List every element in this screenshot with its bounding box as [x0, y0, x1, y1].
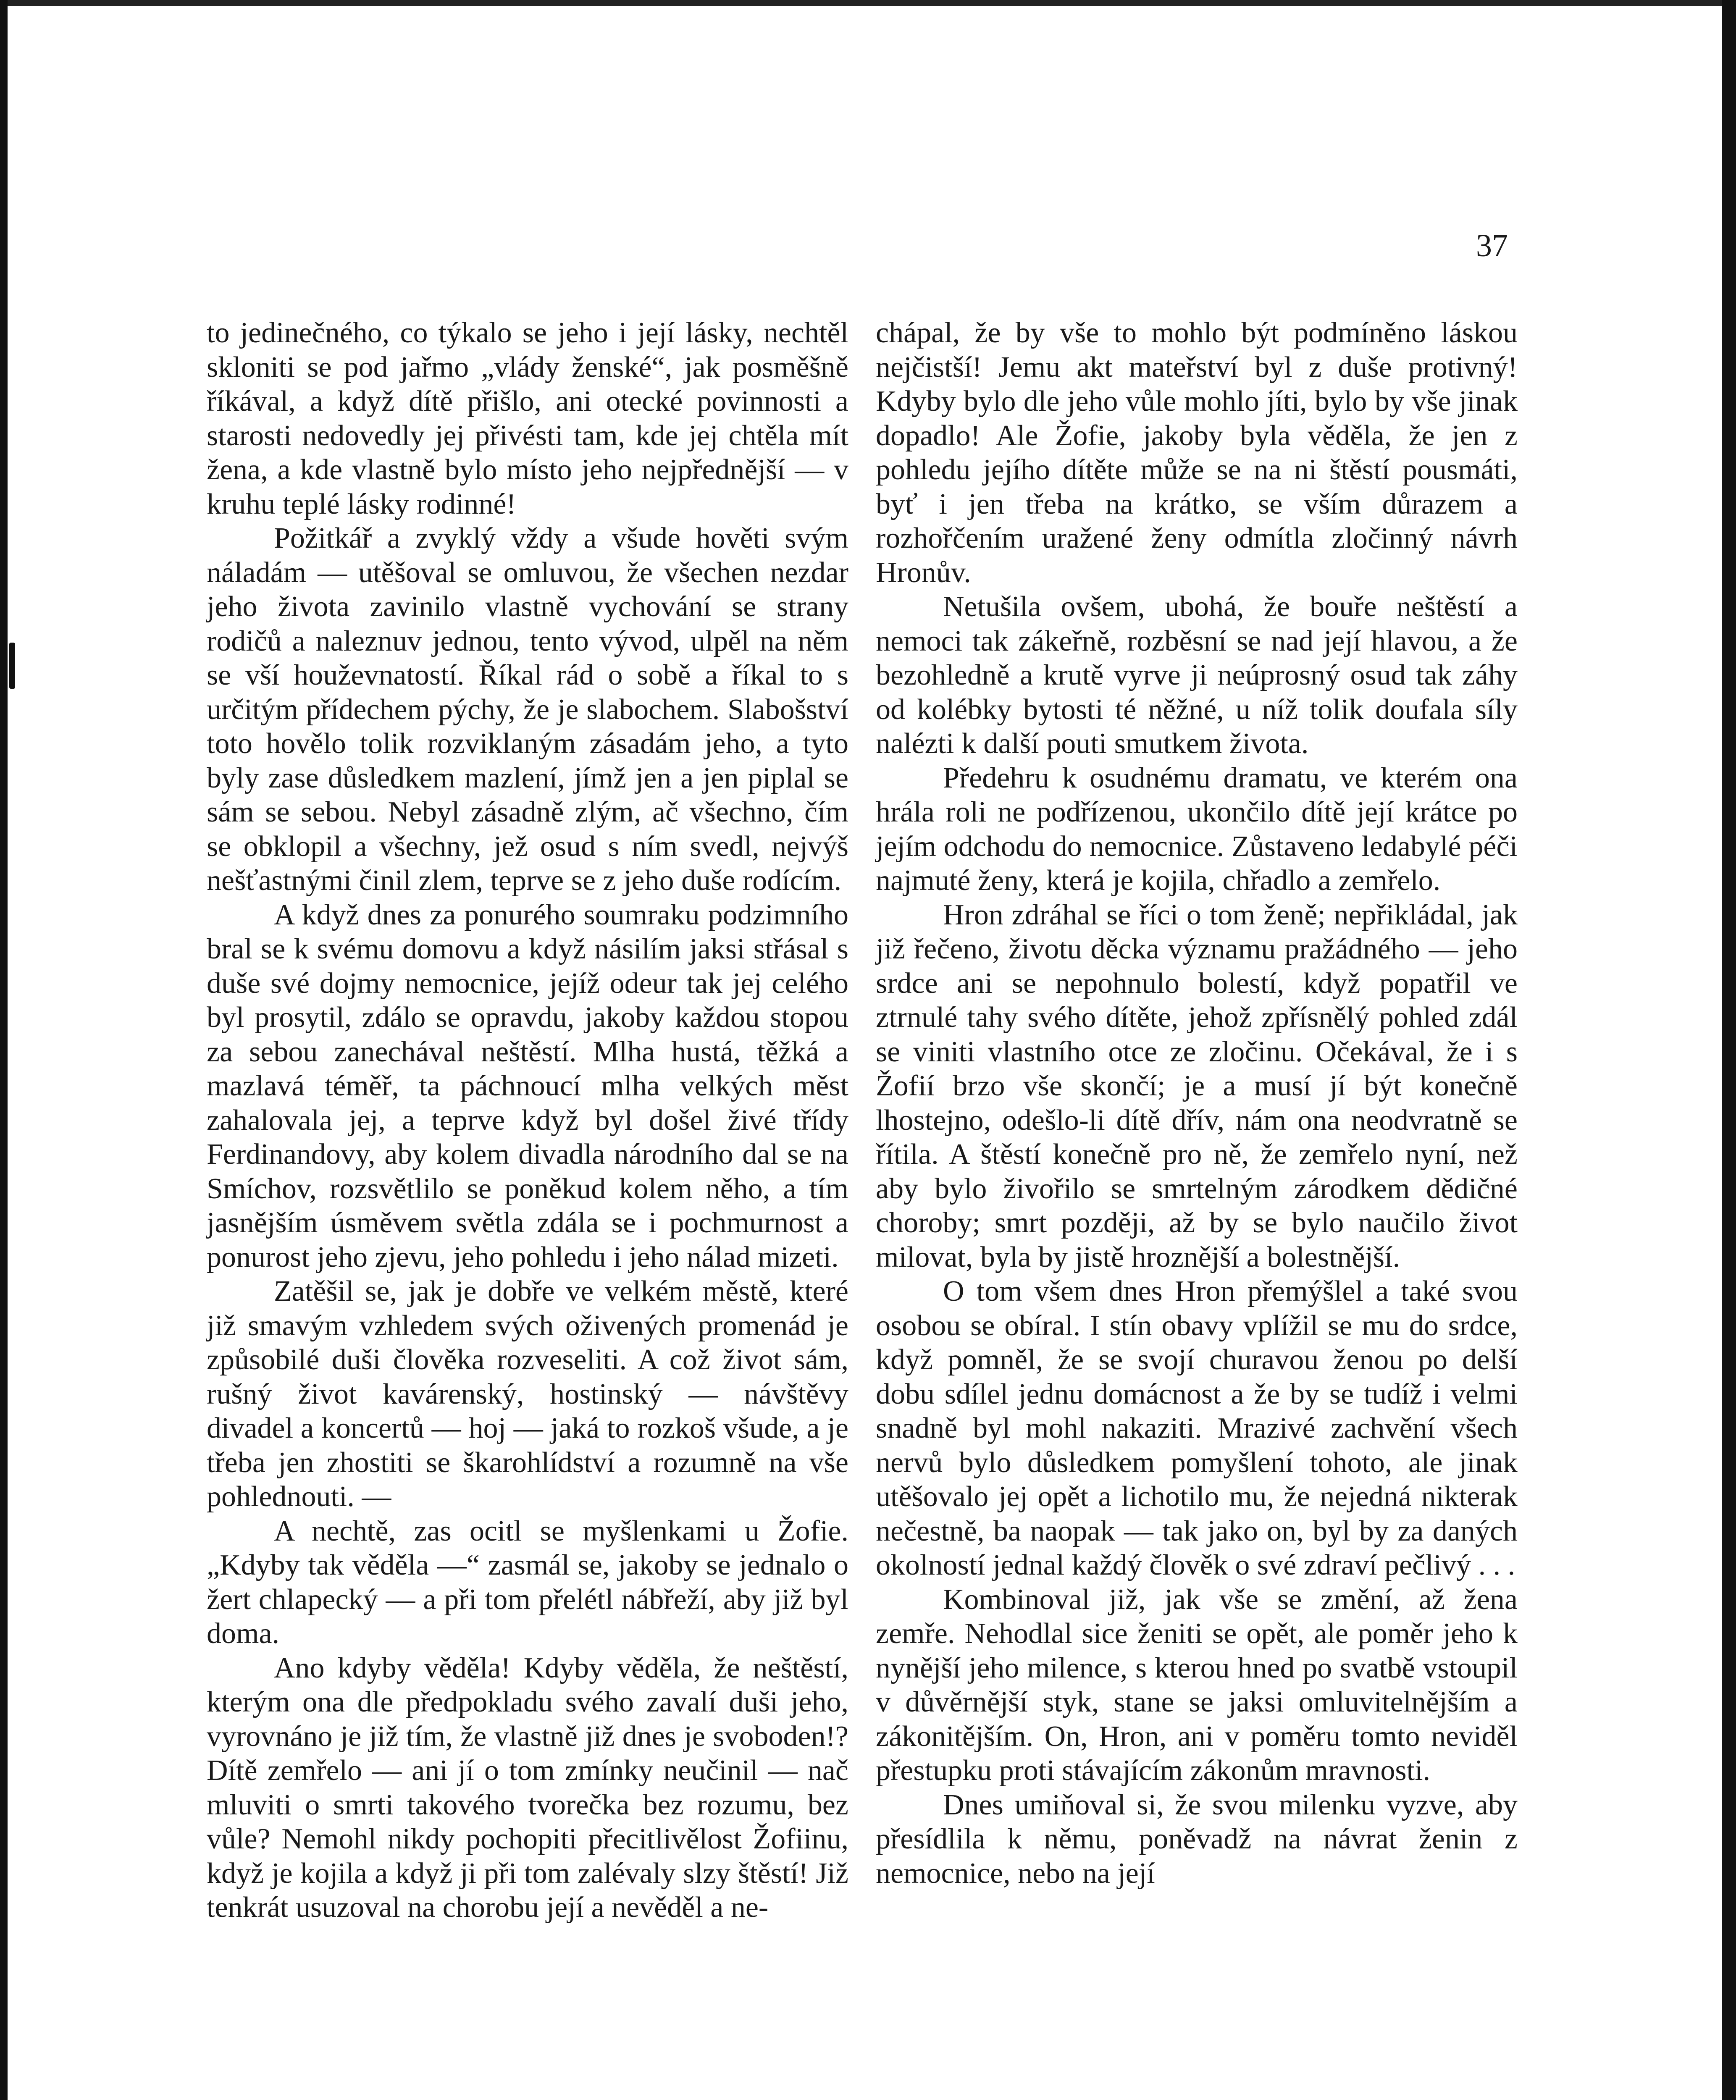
paragraph: Netušila ovšem, ubohá, že bouře neštěstí a nemoci tak zákeřně, rozběsní se nad její hlavou, a že bezohledně a krutě vyrve ji neúprosný osud tak záhy od kolébky bytosti té něžné, u níž tolik doufala síly nalézti k další pouti smutkem života.	[876, 591, 1518, 760]
paragraph: A když dnes za ponurého soumraku podzimního bral se k svému domovu a když násilím jaksi střásal s duše své dojmy nemocnice, jejíž odeur tak jej celého byl prosytil, zdálo se opravdu, jakoby každou stopou za sebou zanechával neštěstí. Mlha hustá, těžká a mazlavá téměř, ta páchnoucí mlha velkých měst zahalovala jej, a teprve když byl došel živé třídy Ferdinandovy, aby kolem divadla národního dal se na Smíchov, rozsvětlilo se poněkud kolem něho, a tím jasnějším úsměvem světla zdála se i pochmurnost a ponurost jeho zjevu, jeho pohledu i jeho nálad mizeti.	[207, 898, 848, 1273]
page-number: 37	[1476, 228, 1508, 263]
left-text-column	[207, 316, 848, 1925]
scan-artifact-mark	[9, 643, 15, 689]
scan-border-right	[1722, 0, 1736, 2100]
paragraph: Dnes umiňoval si, že svou milenku vyzve, aby přesídlila k němu, poněvadž na návrat ženin z nemocnice, nebo na její	[876, 1788, 1518, 1890]
paragraph: Zatěšil se, jak je dobře ve velkém městě, které již smavým vzhledem svých oživených promenád je způsobilé duši člověka rozveseliti. A což život sám, rušný život kavárenský, hostinský — návštěvy divadel a koncertů — hoj — jaká to rozkoš všude, a je třeba jen zhostiti se škarohlídství a rozumně na vše pohlednouti. —	[207, 1275, 848, 1513]
paragraph: Hron zdráhal se říci o tom ženě; nepřikládal, jak již řečeno, životu děcka významu pražádného — jeho srdce ani se nepohnulo bolestí, když popatřil ve ztrnulé tahy svého dítěte, jehož zpřísnělý pohled zdál se viniti vlastního otce ze zločinu. Očekával, že i s Žofií brzo vše skončí; je a musí jí být konečně lhostejno, odešlo-li dítě dřív, nám ona neodvratně se řítila. A štěstí konečně pro ně, že zemřelo nyní, než aby bylo živořilo se smrtelným zárodkem dědičné choroby; smrt později, až by se bylo naučilo život milovat, byla by jistě hroznější a bolestnější.	[876, 898, 1518, 1273]
paragraph: to jedinečného, co týkalo se jeho i její lásky, nechtěl skloniti se pod jařmo „vlády ženské“, jak posměšně říkával, a když dítě přišlo, ani otecké povinnosti a starosti nedovedly jej přivésti tam, kde jej chtěla mít žena, a kde vlastně bylo místo jeho nejpřednější — v kruhu teplé lásky rodinné!	[207, 317, 848, 520]
paragraph: Kombinoval již, jak vše se změní, až žena zemře. Nehodlal sice ženiti se opět, ale poměr jeho k nynější jeho milence, s kterou hned po svatbě vstoupil v důvěrnější styk, stane se jaksi omluvitelnějším a zákonitějším. On, Hron, ani v poměru tomto neviděl přestupku proti stávajícím zákonům mravnosti.	[876, 1583, 1518, 1787]
scan-border-top	[0, 0, 1736, 6]
paragraph: Ano kdyby věděla! Kdyby věděla, že neštěstí, kterým ona dle předpokladu svého zavalí duši jeho, vyrovnáno je již tím, že vlastně již dnes je svoboden!? Dítě zemřelo — ani jí o tom zmínky neučinil — nač mluviti o smrti takového tvorečka bez rozumu, bez vůle? Nemohl nikdy pochopiti přecitlivělost Žofiinu, když je kojila a když ji při tom zalévaly slzy štěstí! Již tenkrát usuzoval na chorobu její a nevěděl a ne-	[207, 1651, 848, 1924]
paragraph: chápal, že by vše to mohlo být podmíněno láskou nejčistší! Jemu akt mateřství byl z duše protivný! Kdyby bylo dle jeho vůle mohlo jíti, bylo by vše jinak dopadlo! Ale Žofie, jakoby byla věděla, že jen z pohledu jejího dítěte může se na ni štěstí pousmáti, byť i jen třeba na krátko, se vším důrazem a rozhořčením uražené ženy odmítla zločinný návrh Hronův.	[876, 317, 1518, 589]
paragraph: Předehru k osudnému dramatu, ve kterém ona hrála roli ne podřízenou, ukončilo dítě její krátce po jejím odchodu do nemocnice. Zůstaveno ledabylé péči najmuté ženy, která je kojila, chřadlo a zemřelo.	[876, 761, 1518, 897]
paragraph: O tom všem dnes Hron přemýšlel a také svou osobou se obíral. I stín obavy vplížil se mu do srdce, když pomněl, že se svojí churavou ženou po delší dobu sdílel jednu domácnost a že by se tudíž i velmi snadně byl mohl nakaziti. Mrazivé zachvění všech nervů bylo důsledkem pomyšlení tohoto, ale jinak utěšovalo jej opět a lichotilo mu, že nejedná nikterak nečestně, ba naopak — tak jako on, byl by za daných okolností jednal každý člověk o své zdraví pečlivý . . .	[876, 1275, 1518, 1581]
scan-border-left	[0, 0, 8, 2100]
paragraph: A nechtě, zas ocitl se myšlenkami u Žofie. „Kdyby tak věděla —“ zasmál se, jakoby se jednalo o žert chlapecký — a při tom přelétl nábřeží, aby již byl doma.	[207, 1515, 848, 1650]
right-text-column	[876, 316, 1518, 1890]
paragraph: Požitkář a zvyklý vždy a všude hověti svým náladám — utěšoval se omluvou, že všechen nezdar jeho života zavinilo vlastně vychování se strany rodičů a naleznuv jednou, tento vývod, ulpěl na něm se vší houževnatostí. Říkal rád o sobě a říkal to s určitým přídechem pýchy, že je slabochem. Slabošství toto hovělo tolik rozviklaným zásadám jeho, a tyto byly zase důsledkem mazlení, jímž jen a jen piplal se sám se sebou. Nebyl zásadně zlým, ač všechno, čím se obklopil a všechny, jež osud s ním svedl, nejvýš nešťastnými činil zlem, teprve se z jeho duše rodícím.	[207, 522, 848, 897]
